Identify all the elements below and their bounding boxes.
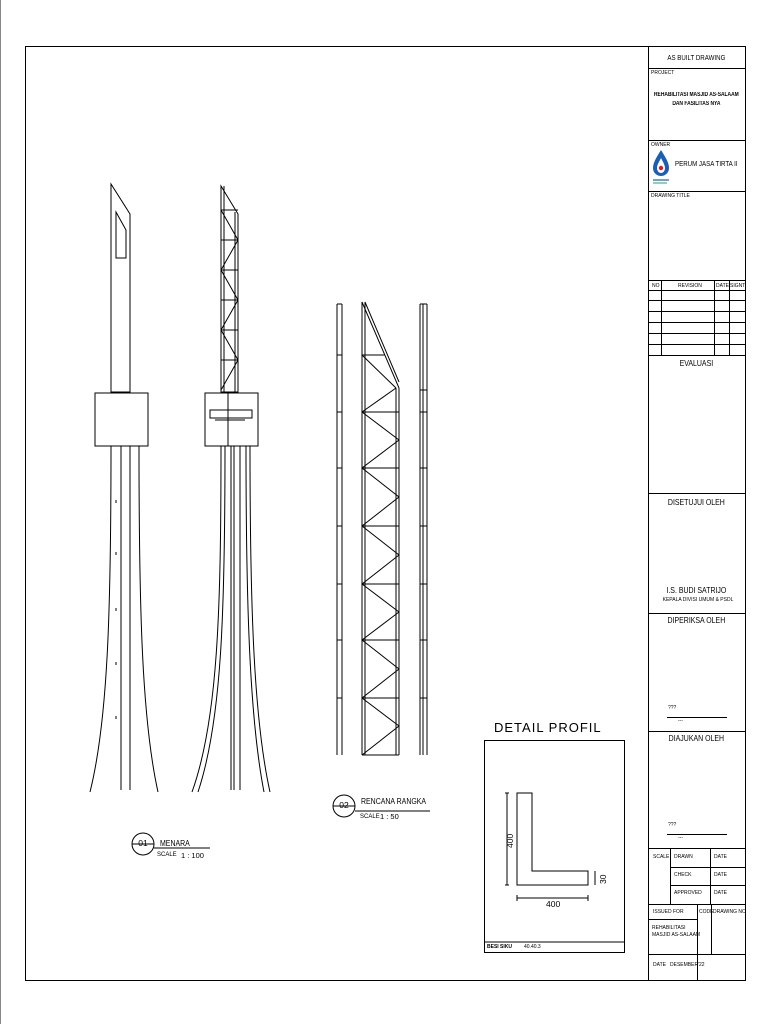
view-01-scale-label: SCALE: [157, 852, 177, 858]
check-date-label: DATE: [714, 872, 727, 878]
drawing-no-label: DRAWING NO: [713, 909, 746, 915]
drawing-title-label: DRAWING TITLE: [651, 193, 690, 199]
approver-name: I.S. BUDI SATRIJO: [666, 585, 727, 595]
project-line-1: REHABILITASI MASJID AS-SALAAM: [654, 92, 739, 98]
title-block-grid: [648, 69, 745, 981]
code-label: CODE: [699, 909, 714, 915]
view-01-scale-value: 1 : 100: [181, 851, 204, 860]
detail-dim-horizontal: 400: [546, 899, 561, 909]
bottom-date-label: DATE: [653, 962, 666, 968]
drawn-date-label: DATE: [714, 854, 727, 860]
approver-position: KEPALA DIVISI UMUM & PSDL: [662, 597, 734, 603]
drawn-label: DRAWN: [674, 854, 693, 860]
rangka-side-right: [420, 304, 427, 755]
diajukan-name: ???: [668, 822, 677, 828]
check-label: CHECK: [674, 872, 692, 878]
project-line-2: DAN FASILITAS NYA: [672, 101, 721, 107]
project-label: PROJECT: [651, 70, 675, 76]
diperiksa-name: ???: [668, 705, 677, 711]
evaluasi-heading: EVALUASI: [679, 358, 714, 368]
view-02-title: RENCANA RANGKA: [361, 796, 427, 806]
perum-jasa-tirta-logo: [653, 150, 669, 183]
rangka-side-left: [337, 304, 342, 755]
issued-line-1: REHABILITASI: [652, 925, 686, 931]
detail-material-value: 40.40.3: [524, 944, 541, 950]
rev-date-header: DATE: [716, 283, 729, 289]
diperiksa-heading: DIPERIKSA OLEH: [667, 615, 726, 625]
approved-date-label: DATE: [714, 890, 727, 896]
detail-dim-vertical: 400: [505, 833, 515, 848]
detail-dim-thickness: 30: [598, 874, 608, 884]
diajukan-sub: ---: [678, 835, 683, 841]
rev-signt-header: SIGNT: [730, 283, 746, 289]
rev-no-header: NO: [652, 283, 660, 289]
disetujui-heading: DISETUJUI OLEH: [667, 497, 725, 507]
bottom-date-value: DESEMBER'22: [670, 962, 705, 968]
diperiksa-sub: ---: [678, 718, 683, 724]
detail-material-label: BESI SIKU: [487, 944, 513, 950]
approved-label: APPROVED: [674, 890, 702, 896]
rangka-front-truss: [362, 302, 399, 755]
title-block-header: AS BUILT DRAWING: [667, 53, 726, 62]
diajukan-heading: DIAJUKAN OLEH: [668, 733, 725, 743]
view-02-scale-value: 1 : 50: [380, 812, 399, 821]
owner-label: OWNER: [651, 142, 671, 148]
view-01-number: 01: [138, 838, 148, 848]
rev-revision-header: REVISION: [678, 283, 702, 289]
view-01-title: MENARA: [160, 838, 190, 848]
scale-label: SCALE: [653, 854, 670, 860]
view-02-number: 02: [339, 800, 349, 810]
view-02-scale-label: SCALE: [360, 814, 380, 820]
issued-for-label: ISSUED FOR: [653, 909, 684, 915]
issued-line-2: MASJID AS-SALAAM: [652, 932, 701, 938]
menara-tower-truss: [192, 186, 270, 792]
detail-title: DETAIL PROFIL: [494, 720, 602, 735]
menara-tower-solid: [90, 184, 158, 792]
owner-name: PERUM JASA TIRTA II: [675, 159, 738, 168]
